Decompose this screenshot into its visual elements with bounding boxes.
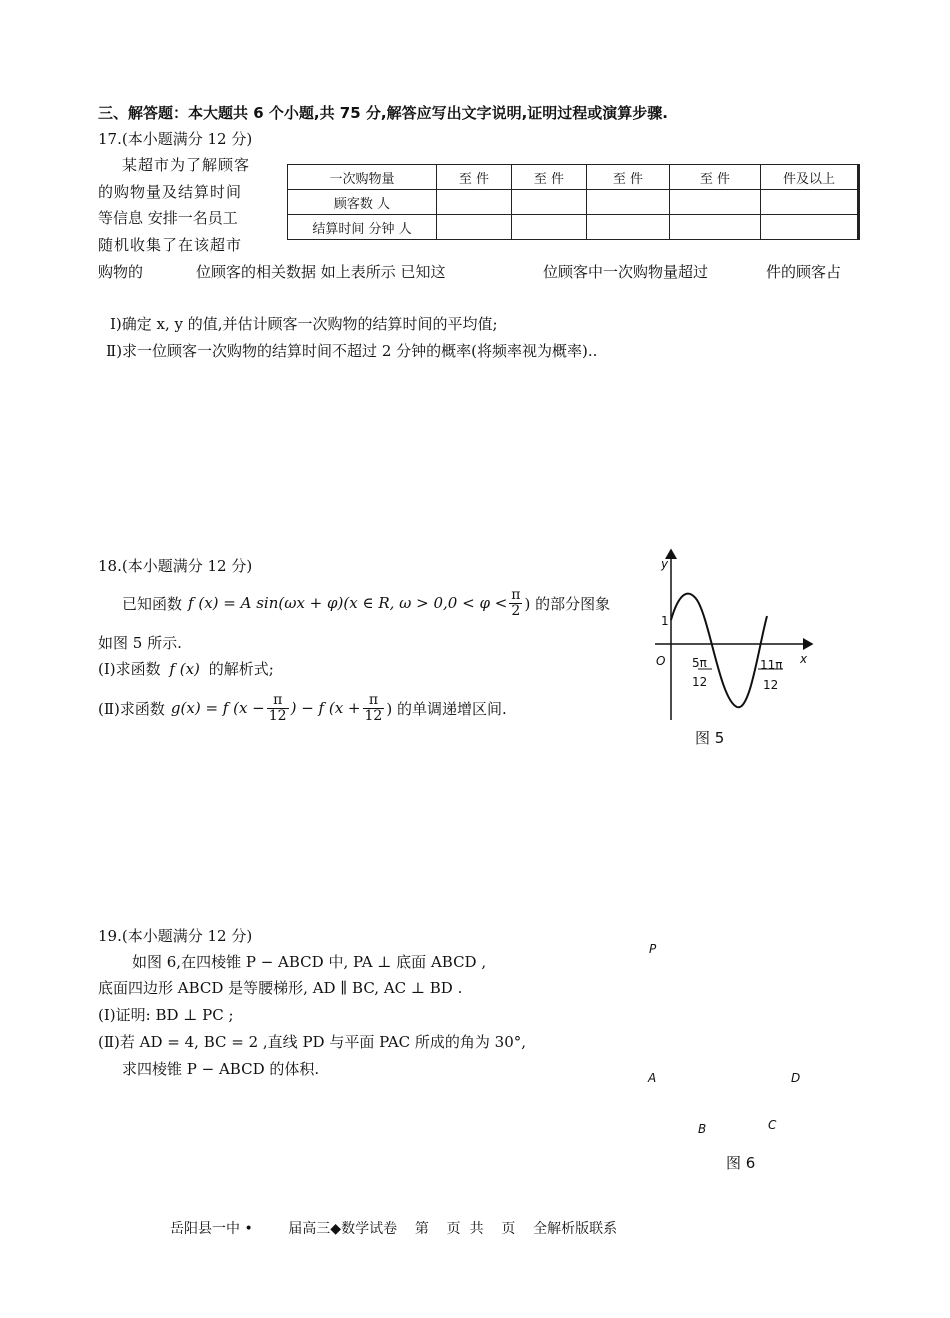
fig6-caption: 图 6	[726, 1154, 756, 1172]
fig5-origin-label: O	[656, 654, 666, 668]
q18-pi-over-12-b	[363, 693, 385, 723]
q17-line5-a: 购物的	[98, 263, 144, 281]
q17-line5-b: 位顾客的相关数据 如上表所示 已知这	[196, 263, 446, 281]
q18-part2-pre: (Ⅱ)求函数	[98, 699, 165, 718]
q19-line1: 如图 6,在四棱锥 P − ABCD 中, PA ⊥ 底面 ABCD ,	[132, 953, 487, 971]
q17-intro-line-2: 的购物量及结算时间	[98, 183, 243, 201]
table-cell	[587, 190, 670, 215]
q18-heading: 18.(本小题满分 12 分)	[98, 557, 253, 575]
q18-stem-formula: f (x) = A sin(ωx + φ)(x ∈ R, ω > 0,0 < φ <	[188, 594, 508, 612]
table-header-cell: 件及以上	[761, 165, 859, 190]
table-row	[288, 215, 859, 240]
sine-curve	[671, 594, 767, 708]
q17-intro-line-4: 随机收集了在该超市	[98, 236, 243, 254]
table-cell	[437, 215, 512, 240]
q19-line5: 求四棱锥 P − ABCD 的体积.	[122, 1060, 320, 1078]
table-cell: 顾客数 人	[288, 190, 437, 215]
table-row	[288, 190, 859, 215]
fig5-tick2-num: 11π	[760, 658, 783, 672]
q18-part2-post: ) 的单调递增区间.	[386, 699, 507, 718]
fig6-point-p: P	[649, 942, 657, 956]
q17-intro-line-3: 等信息 安排一名员工	[98, 209, 238, 227]
section-header: 三、解答题：本大题共 6 个小题,共 75 分,解答应写出文字说明,证明过程或演算步骤.	[98, 104, 668, 122]
q18-part1-post: 的解析式;	[208, 660, 274, 678]
q18-part2-mid: ) − f (x +	[290, 699, 361, 717]
fraction-numerator: π	[363, 693, 385, 709]
q17-part2: Ⅱ)求一位顾客一次购物的结算时间不超过 2 分钟的概率(将频率视为概率)..	[106, 342, 598, 360]
q19-line4: (Ⅱ)若 AD = 4, BC = 2 ,直线 PD 与平面 PAC 所成的角为 30°,	[98, 1033, 527, 1051]
q17-line5-c: 位顾客中一次购物量超过	[543, 263, 709, 281]
q18-part1	[98, 658, 274, 679]
q18-part2	[98, 686, 507, 730]
table-row	[288, 165, 859, 190]
fraction-denominator: 2	[511, 602, 521, 619]
fig5-tick1-den: 12	[692, 675, 708, 689]
page-footer: 岳阳县一中 • 届高三◆数学试卷 第 页 共 页 全解析版联系	[170, 1221, 618, 1237]
fraction-denominator: 12	[268, 707, 287, 724]
table-header-cell: 一次购物量	[288, 165, 437, 190]
fig5-caption: 图 5	[695, 729, 725, 747]
q19-heading: 19.(本小题满分 12 分)	[98, 927, 253, 945]
table-cell: 结算时间 分钟 人	[288, 215, 437, 240]
table-cell	[670, 190, 761, 215]
table-cell	[437, 190, 512, 215]
table-cell	[761, 190, 859, 215]
fig6-point-c: C	[768, 1118, 777, 1132]
q18-stem-post: ) 的部分图象	[524, 594, 611, 613]
table-cell	[512, 190, 587, 215]
table-header-cell: 至 件	[670, 165, 761, 190]
fraction-numerator: π	[267, 693, 289, 709]
fig6-point-a: A	[648, 1071, 657, 1085]
table-cell	[512, 215, 587, 240]
fig5-y-label: y	[661, 557, 669, 571]
q18-stem-pre: 已知函数	[122, 594, 183, 613]
fig5-x-label: x	[800, 652, 808, 666]
q18-part2-g: g(x) = f (x −	[170, 699, 265, 717]
q17-part1: Ⅰ)确定 x, y 的值,并估计顾客一次购物的结算时间的平均值;	[110, 315, 498, 333]
table-header-cell: 至 件	[437, 165, 512, 190]
q18-pi-over-2	[509, 588, 522, 618]
q18-pi-over-12-a	[267, 693, 289, 723]
q18-stem	[122, 581, 610, 625]
table-header-cell: 至 件	[587, 165, 670, 190]
q17-line5-d: 件的顾客占	[766, 263, 842, 281]
fig5-tick1-num: 5π	[692, 656, 707, 670]
table-cell	[670, 215, 761, 240]
q19-line3: (Ⅰ)证明: BD ⊥ PC ;	[98, 1006, 234, 1024]
fraction-numerator: π	[511, 586, 521, 603]
table-cell	[587, 215, 670, 240]
q19-line2: 底面四边形 ABCD 是等腰梯形, AD ∥ BC, AC ⊥ BD .	[98, 979, 463, 997]
q17-intro-line-1: 某超市为了解顾客	[122, 156, 251, 174]
fig6-point-d: D	[791, 1071, 801, 1085]
q18-part1-pre: (Ⅰ)求函数	[98, 660, 161, 678]
q17-heading: 17.(本小题满分 12 分)	[98, 130, 253, 148]
fig5-tick2-den: 12	[763, 678, 779, 692]
q17-data-table	[287, 164, 860, 240]
table-cell	[761, 215, 859, 240]
fig6-point-b: B	[698, 1122, 707, 1136]
q18-stem-line2: 如图 5 所示.	[98, 634, 182, 652]
fig5-one-label: 1	[661, 614, 669, 628]
fraction-denominator: 12	[364, 707, 383, 724]
table-header-cell: 至 件	[512, 165, 587, 190]
q18-part1-fx: f (x)	[169, 660, 200, 678]
